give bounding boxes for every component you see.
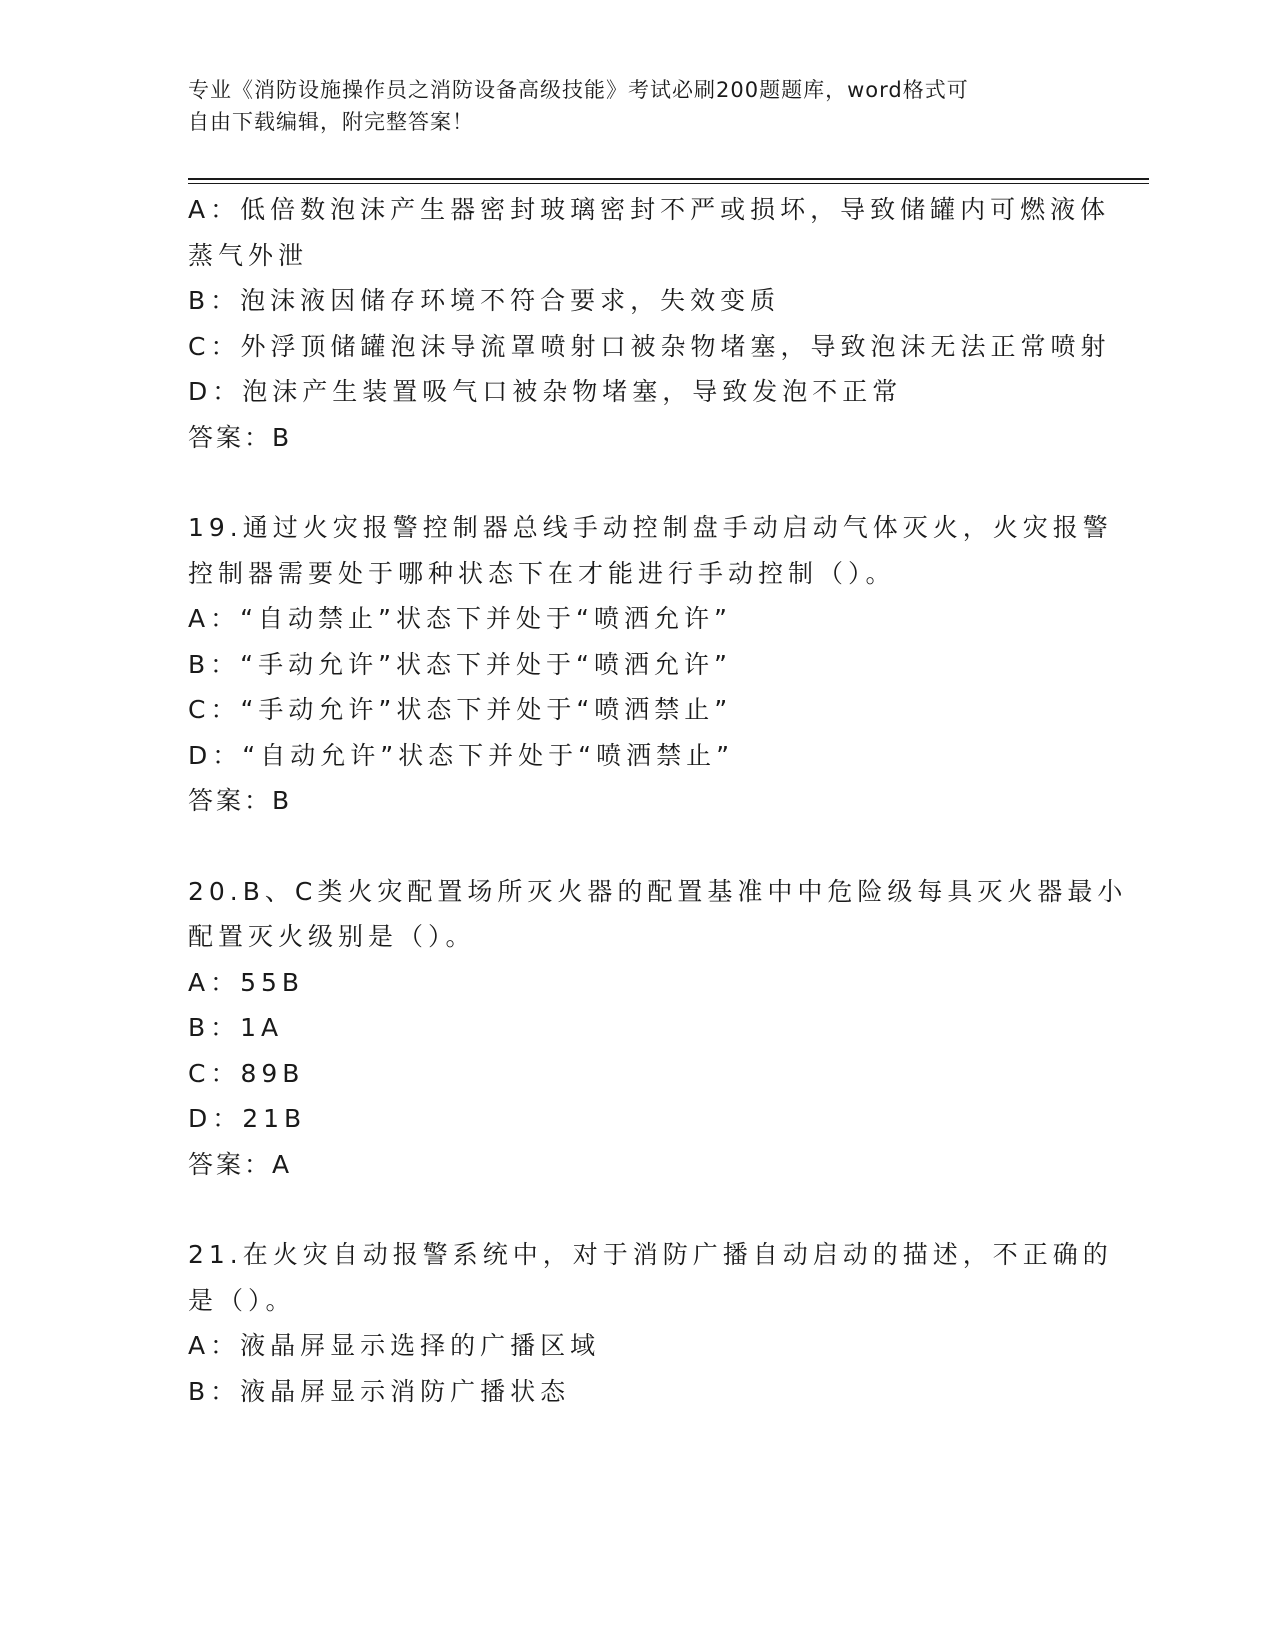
- answer: 答案：B: [188, 786, 293, 815]
- header-line-2: 自由下载编辑，附完整答案！: [188, 110, 474, 134]
- question-stem-line-2: 配置灭火级别是（）。: [188, 922, 476, 951]
- header-line-1: 专业《消防设施操作员之消防设备高级技能》考试必刷200题题库，word格式可: [188, 78, 969, 102]
- question-stem-line-2: 是（）。: [188, 1285, 296, 1315]
- option-b: B：泡沫液因储存环境不符合要求，失效变质: [188, 286, 781, 315]
- option-a-line-1: A：低倍数泡沫产生器密封玻璃密封不严或损坏，导致储罐内可燃液体: [188, 195, 1111, 224]
- header-divider-thick: [188, 178, 1149, 180]
- question-stem-line-1: 19.通过火灾报警控制器总线手动控制盘手动启动气体灭火，火灾报警: [188, 513, 1113, 542]
- question-18-tail: [188, 187, 1111, 460]
- question-stem-line-2: 控制器需要处于哪种状态下在才能进行手动控制（）。: [188, 558, 896, 588]
- question-stem-line-1: 20.B、C类火灾配置场所灭火器的配置基准中中危险级每具灭火器最小: [188, 876, 1128, 906]
- header-divider-thin: [188, 183, 1149, 184]
- option-c: C：外浮顶储罐泡沫导流罩喷射口被杂物堵塞，导致泡沫无法正常喷射: [188, 331, 1111, 361]
- option-d: D：21B: [188, 1104, 307, 1133]
- option-a: A：“自动禁止”状态下并处于“喷洒允许”: [188, 604, 732, 633]
- option-b: B：1A: [188, 1013, 284, 1042]
- option-c: C：“手动允许”状态下并处于“喷洒禁止”: [188, 695, 733, 724]
- option-a: A：液晶屏显示选择的广播区域: [188, 1331, 601, 1360]
- question-stem-line-1: 21.在火灾自动报警系统中，对于消防广播自动启动的描述，不正确的: [188, 1240, 1113, 1269]
- option-d: D：泡沫产生装置吸气口被杂物堵塞，导致发泡不正常: [188, 377, 903, 406]
- option-d: D：“自动允许”状态下并处于“喷洒禁止”: [188, 740, 735, 770]
- question-19: [188, 505, 1113, 824]
- answer: 答案：B: [188, 422, 293, 452]
- option-b: B：液晶屏显示消防广播状态: [188, 1376, 571, 1406]
- option-c: C：89B: [188, 1058, 305, 1088]
- option-b: B：“手动允许”状态下并处于“喷洒允许”: [188, 649, 732, 679]
- answer: 答案：A: [188, 1149, 293, 1179]
- question-list: [188, 187, 1128, 1414]
- question-21: [188, 1232, 1113, 1414]
- option-a: A：55B: [188, 967, 305, 997]
- document-header: [188, 74, 1068, 138]
- option-a-line-2: 蒸气外泄: [188, 240, 309, 270]
- question-20: [188, 869, 1128, 1188]
